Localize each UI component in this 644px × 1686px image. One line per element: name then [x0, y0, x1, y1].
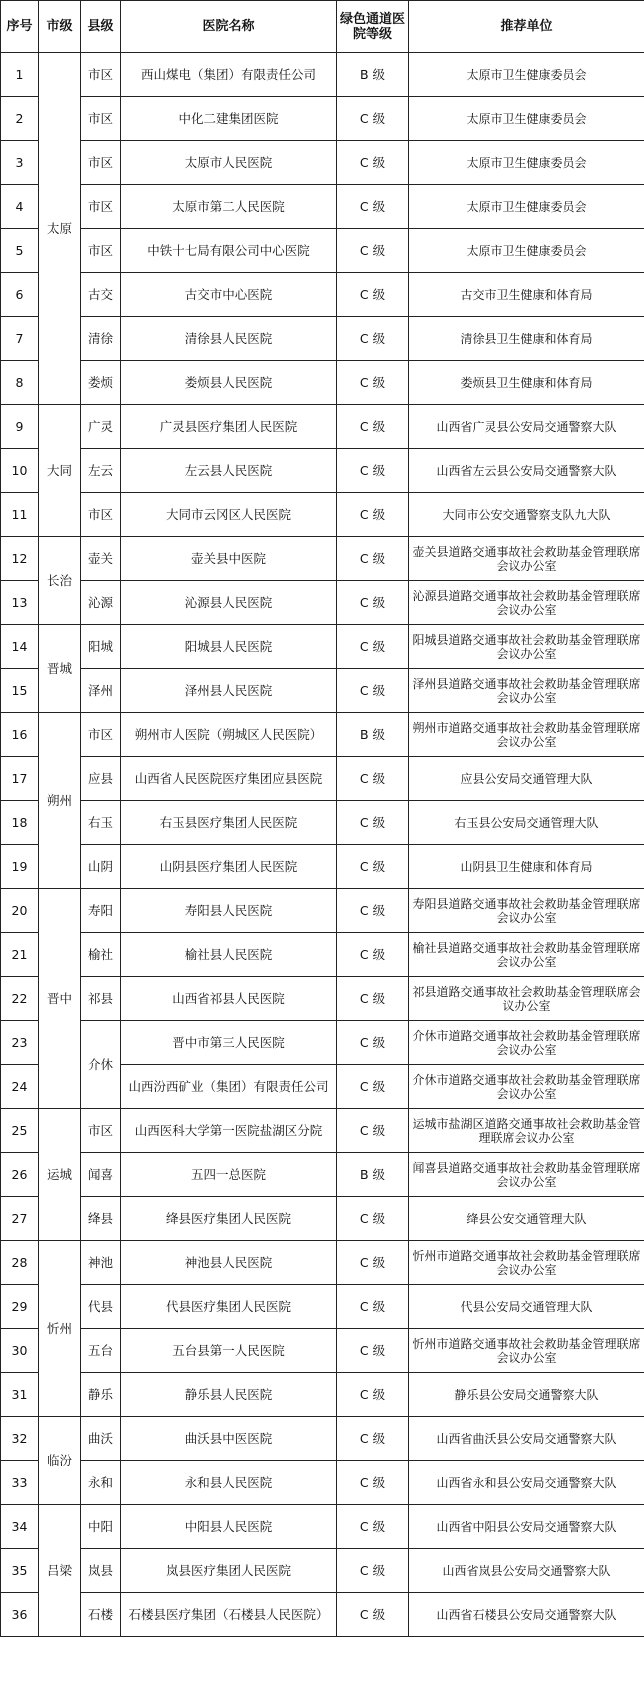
county-cell: 市区 [81, 185, 121, 229]
hospital-cell: 娄烦县人民医院 [121, 361, 337, 405]
county-cell: 应县 [81, 757, 121, 801]
unit-cell: 太原市卫生健康委员会 [409, 97, 644, 141]
seq-cell: 19 [1, 845, 39, 889]
unit-cell: 右玉县公安局交通管理大队 [409, 801, 644, 845]
seq-cell: 25 [1, 1109, 39, 1153]
hospital-cell: 山西医科大学第一医院盐湖区分院 [121, 1109, 337, 1153]
county-cell: 沁源 [81, 581, 121, 625]
county-cell: 石楼 [81, 1593, 121, 1637]
hospital-cell: 沁源县人民医院 [121, 581, 337, 625]
county-cell: 闻喜 [81, 1153, 121, 1197]
unit-cell: 应县公安局交通管理大队 [409, 757, 644, 801]
grade-cell: C 级 [337, 141, 409, 185]
seq-cell: 27 [1, 1197, 39, 1241]
seq-cell: 35 [1, 1549, 39, 1593]
seq-cell: 28 [1, 1241, 39, 1285]
grade-cell: C 级 [337, 581, 409, 625]
county-cell: 绛县 [81, 1197, 121, 1241]
table-row [1, 1241, 644, 1285]
grade-cell: B 级 [337, 53, 409, 97]
grade-cell: C 级 [337, 229, 409, 273]
hospital-cell: 晋中市第三人民医院 [121, 1021, 337, 1065]
seq-cell: 2 [1, 97, 39, 141]
grade-cell: C 级 [337, 669, 409, 713]
seq-cell: 13 [1, 581, 39, 625]
grade-cell: C 级 [337, 889, 409, 933]
grade-cell: C 级 [337, 625, 409, 669]
hospital-cell: 泽州县人民医院 [121, 669, 337, 713]
unit-cell: 太原市卫生健康委员会 [409, 185, 644, 229]
hospital-cell: 山阴县医疗集团人民医院 [121, 845, 337, 889]
grade-cell: C 级 [337, 1549, 409, 1593]
unit-cell: 阳城县道路交通事故社会救助基金管理联席会议办公室 [409, 625, 644, 669]
seq-cell: 6 [1, 273, 39, 317]
grade-cell: C 级 [337, 801, 409, 845]
hospital-cell: 五台县第一人民医院 [121, 1329, 337, 1373]
unit-cell: 清徐县卫生健康和体育局 [409, 317, 644, 361]
grade-cell: C 级 [337, 361, 409, 405]
hospital-cell: 中阳县人民医院 [121, 1505, 337, 1549]
header-county: 县级 [81, 1, 121, 53]
hospital-cell: 左云县人民医院 [121, 449, 337, 493]
hospital-cell: 壶关县中医院 [121, 537, 337, 581]
grade-cell: C 级 [337, 845, 409, 889]
hospital-cell: 大同市云冈区人民医院 [121, 493, 337, 537]
county-cell: 阳城 [81, 625, 121, 669]
unit-cell: 忻州市道路交通事故社会救助基金管理联席会议办公室 [409, 1329, 644, 1373]
grade-cell: C 级 [337, 1329, 409, 1373]
table-row [1, 1021, 644, 1065]
table-row [1, 1109, 644, 1153]
city-cell: 大同 [39, 405, 81, 537]
unit-cell: 山西省左云县公安局交通警察大队 [409, 449, 644, 493]
seq-cell: 15 [1, 669, 39, 713]
unit-cell: 山西省中阳县公安局交通警察大队 [409, 1505, 644, 1549]
header-grade: 绿色通道医院等级 [337, 1, 409, 53]
grade-cell: C 级 [337, 317, 409, 361]
table-row [1, 1197, 644, 1241]
hospital-cell: 石楼县医疗集团（石楼县人民医院） [121, 1593, 337, 1637]
city-cell: 临汾 [39, 1417, 81, 1505]
grade-cell: C 级 [337, 449, 409, 493]
unit-cell: 泽州县道路交通事故社会救助基金管理联席会议办公室 [409, 669, 644, 713]
seq-cell: 8 [1, 361, 39, 405]
grade-cell: C 级 [337, 1417, 409, 1461]
grade-cell: C 级 [337, 1021, 409, 1065]
table-row [1, 53, 644, 97]
hospital-cell: 永和县人民医院 [121, 1461, 337, 1505]
seq-cell: 14 [1, 625, 39, 669]
grade-cell: B 级 [337, 713, 409, 757]
unit-cell: 太原市卫生健康委员会 [409, 229, 644, 273]
hospital-cell: 太原市第二人民医院 [121, 185, 337, 229]
hospital-cell: 古交市中心医院 [121, 273, 337, 317]
grade-cell: C 级 [337, 1065, 409, 1109]
table-row [1, 757, 644, 801]
hospital-cell: 神池县人民医院 [121, 1241, 337, 1285]
hospital-cell: 山西汾西矿业（集团）有限责任公司 [121, 1065, 337, 1109]
county-cell: 榆社 [81, 933, 121, 977]
city-cell: 晋城 [39, 625, 81, 713]
unit-cell: 绛县公安交通管理大队 [409, 1197, 644, 1241]
seq-cell: 21 [1, 933, 39, 977]
county-cell: 介休 [81, 1021, 121, 1109]
table-row [1, 1461, 644, 1505]
hospital-cell: 中铁十七局有限公司中心医院 [121, 229, 337, 273]
county-cell: 中阳 [81, 1505, 121, 1549]
county-cell: 市区 [81, 141, 121, 185]
table-row [1, 449, 644, 493]
table-row [1, 405, 644, 449]
city-cell: 运城 [39, 1109, 81, 1241]
county-cell: 静乐 [81, 1373, 121, 1417]
table-body [1, 53, 644, 1637]
header-city: 市级 [39, 1, 81, 53]
seq-cell: 4 [1, 185, 39, 229]
table-row [1, 361, 644, 405]
hospital-cell: 榆社县人民医院 [121, 933, 337, 977]
seq-cell: 11 [1, 493, 39, 537]
city-cell: 晋中 [39, 889, 81, 1109]
seq-cell: 22 [1, 977, 39, 1021]
unit-cell: 朔州市道路交通事故社会救助基金管理联席会议办公室 [409, 713, 644, 757]
unit-cell: 寿阳县道路交通事故社会救助基金管理联席会议办公室 [409, 889, 644, 933]
seq-cell: 20 [1, 889, 39, 933]
seq-cell: 9 [1, 405, 39, 449]
unit-cell: 古交市卫生健康和体育局 [409, 273, 644, 317]
grade-cell: C 级 [337, 1109, 409, 1153]
county-cell: 永和 [81, 1461, 121, 1505]
unit-cell: 忻州市道路交通事故社会救助基金管理联席会议办公室 [409, 1241, 644, 1285]
hospital-cell: 静乐县人民医院 [121, 1373, 337, 1417]
unit-cell: 闻喜县道路交通事故社会救助基金管理联席会议办公室 [409, 1153, 644, 1197]
unit-cell: 太原市卫生健康委员会 [409, 53, 644, 97]
table-row [1, 229, 644, 273]
seq-cell: 23 [1, 1021, 39, 1065]
hospital-cell: 曲沃县中医医院 [121, 1417, 337, 1461]
table-row [1, 1285, 644, 1329]
hospital-cell: 绛县医疗集团人民医院 [121, 1197, 337, 1241]
seq-cell: 18 [1, 801, 39, 845]
hospital-cell: 山西省人民医院医疗集团应县医院 [121, 757, 337, 801]
city-cell: 忻州 [39, 1241, 81, 1417]
seq-cell: 17 [1, 757, 39, 801]
county-cell: 市区 [81, 97, 121, 141]
unit-cell: 山西省永和县公安局交通警察大队 [409, 1461, 644, 1505]
seq-cell: 33 [1, 1461, 39, 1505]
county-cell: 市区 [81, 1109, 121, 1153]
seq-cell: 7 [1, 317, 39, 361]
seq-cell: 36 [1, 1593, 39, 1637]
unit-cell: 山西省曲沃县公安局交通警察大队 [409, 1417, 644, 1461]
table-row [1, 185, 644, 229]
seq-cell: 34 [1, 1505, 39, 1549]
county-cell: 清徐 [81, 317, 121, 361]
unit-cell: 山西省岚县公安局交通警察大队 [409, 1549, 644, 1593]
table-row [1, 977, 644, 1021]
hospital-cell: 寿阳县人民医院 [121, 889, 337, 933]
seq-cell: 31 [1, 1373, 39, 1417]
unit-cell: 榆社县道路交通事故社会救助基金管理联席会议办公室 [409, 933, 644, 977]
seq-cell: 10 [1, 449, 39, 493]
seq-cell: 26 [1, 1153, 39, 1197]
county-cell: 岚县 [81, 1549, 121, 1593]
seq-cell: 24 [1, 1065, 39, 1109]
hospital-cell: 山西省祁县人民医院 [121, 977, 337, 1021]
city-cell: 吕梁 [39, 1505, 81, 1637]
table-row [1, 317, 644, 361]
county-cell: 市区 [81, 53, 121, 97]
table-row [1, 801, 644, 845]
county-cell: 神池 [81, 1241, 121, 1285]
table-row [1, 1593, 644, 1637]
hospital-cell: 岚县医疗集团人民医院 [121, 1549, 337, 1593]
hospital-cell: 西山煤电（集团）有限责任公司 [121, 53, 337, 97]
table-row [1, 273, 644, 317]
seq-cell: 30 [1, 1329, 39, 1373]
county-cell: 代县 [81, 1285, 121, 1329]
table-row [1, 1329, 644, 1373]
unit-cell: 沁源县道路交通事故社会救助基金管理联席会议办公室 [409, 581, 644, 625]
table-row [1, 669, 644, 713]
header-unit: 推荐单位 [409, 1, 644, 53]
grade-cell: C 级 [337, 1505, 409, 1549]
table-row [1, 1153, 644, 1197]
county-cell: 祁县 [81, 977, 121, 1021]
table-row [1, 713, 644, 757]
hospital-cell: 代县医疗集团人民医院 [121, 1285, 337, 1329]
county-cell: 古交 [81, 273, 121, 317]
county-cell: 五台 [81, 1329, 121, 1373]
seq-cell: 1 [1, 53, 39, 97]
table-row [1, 97, 644, 141]
unit-cell: 介休市道路交通事故社会救助基金管理联席会议办公室 [409, 1021, 644, 1065]
hospital-cell: 阳城县人民医院 [121, 625, 337, 669]
header-hospital: 医院名称 [121, 1, 337, 53]
table-row [1, 581, 644, 625]
city-cell: 长治 [39, 537, 81, 625]
table-row [1, 1417, 644, 1461]
seq-cell: 12 [1, 537, 39, 581]
county-cell: 泽州 [81, 669, 121, 713]
county-cell: 壶关 [81, 537, 121, 581]
seq-cell: 32 [1, 1417, 39, 1461]
grade-cell: C 级 [337, 1197, 409, 1241]
table-row [1, 1505, 644, 1549]
grade-cell: C 级 [337, 493, 409, 537]
county-cell: 广灵 [81, 405, 121, 449]
grade-cell: C 级 [337, 1593, 409, 1637]
unit-cell: 大同市公安交通警察支队九大队 [409, 493, 644, 537]
unit-cell: 太原市卫生健康委员会 [409, 141, 644, 185]
grade-cell: C 级 [337, 757, 409, 801]
seq-cell: 29 [1, 1285, 39, 1329]
county-cell: 娄烦 [81, 361, 121, 405]
grade-cell: C 级 [337, 977, 409, 1021]
seq-cell: 3 [1, 141, 39, 185]
header-seq: 序号 [1, 1, 39, 53]
table-row [1, 889, 644, 933]
county-cell: 山阴 [81, 845, 121, 889]
county-cell: 左云 [81, 449, 121, 493]
seq-cell: 5 [1, 229, 39, 273]
table-row [1, 933, 644, 977]
unit-cell: 祁县道路交通事故社会救助基金管理联席会议办公室 [409, 977, 644, 1021]
hospital-cell: 中化二建集团医院 [121, 97, 337, 141]
table-row [1, 493, 644, 537]
grade-cell: C 级 [337, 537, 409, 581]
unit-cell: 山西省广灵县公安局交通警察大队 [409, 405, 644, 449]
header-row [1, 1, 644, 53]
grade-cell: C 级 [337, 933, 409, 977]
seq-cell: 16 [1, 713, 39, 757]
unit-cell: 山西省石楼县公安局交通警察大队 [409, 1593, 644, 1637]
unit-cell: 代县公安局交通管理大队 [409, 1285, 644, 1329]
hospital-cell: 清徐县人民医院 [121, 317, 337, 361]
table-row [1, 1373, 644, 1417]
grade-cell: C 级 [337, 1461, 409, 1505]
hospital-cell: 朔州市人医院（朔城区人民医院） [121, 713, 337, 757]
unit-cell: 介休市道路交通事故社会救助基金管理联席会议办公室 [409, 1065, 644, 1109]
grade-cell: C 级 [337, 185, 409, 229]
table-row [1, 845, 644, 889]
grade-cell: C 级 [337, 1373, 409, 1417]
unit-cell: 山阴县卫生健康和体育局 [409, 845, 644, 889]
unit-cell: 娄烦县卫生健康和体育局 [409, 361, 644, 405]
county-cell: 市区 [81, 493, 121, 537]
grade-cell: C 级 [337, 1241, 409, 1285]
county-cell: 市区 [81, 229, 121, 273]
table-row [1, 1549, 644, 1593]
county-cell: 寿阳 [81, 889, 121, 933]
grade-cell: C 级 [337, 273, 409, 317]
grade-cell: C 级 [337, 97, 409, 141]
unit-cell: 静乐县公安局交通警察大队 [409, 1373, 644, 1417]
county-cell: 市区 [81, 713, 121, 757]
table-row [1, 141, 644, 185]
hospital-cell: 右玉县医疗集团人民医院 [121, 801, 337, 845]
city-cell: 太原 [39, 53, 81, 405]
hospital-cell: 五四一总医院 [121, 1153, 337, 1197]
grade-cell: C 级 [337, 405, 409, 449]
unit-cell: 运城市盐湖区道路交通事故社会救助基金管理联席会议办公室 [409, 1109, 644, 1153]
county-cell: 曲沃 [81, 1417, 121, 1461]
city-cell: 朔州 [39, 713, 81, 889]
grade-cell: C 级 [337, 1285, 409, 1329]
unit-cell: 壶关县道路交通事故社会救助基金管理联席会议办公室 [409, 537, 644, 581]
hospital-cell: 太原市人民医院 [121, 141, 337, 185]
table-row [1, 625, 644, 669]
hospital-cell: 广灵县医疗集团人民医院 [121, 405, 337, 449]
table-row [1, 537, 644, 581]
county-cell: 右玉 [81, 801, 121, 845]
grade-cell: B 级 [337, 1153, 409, 1197]
